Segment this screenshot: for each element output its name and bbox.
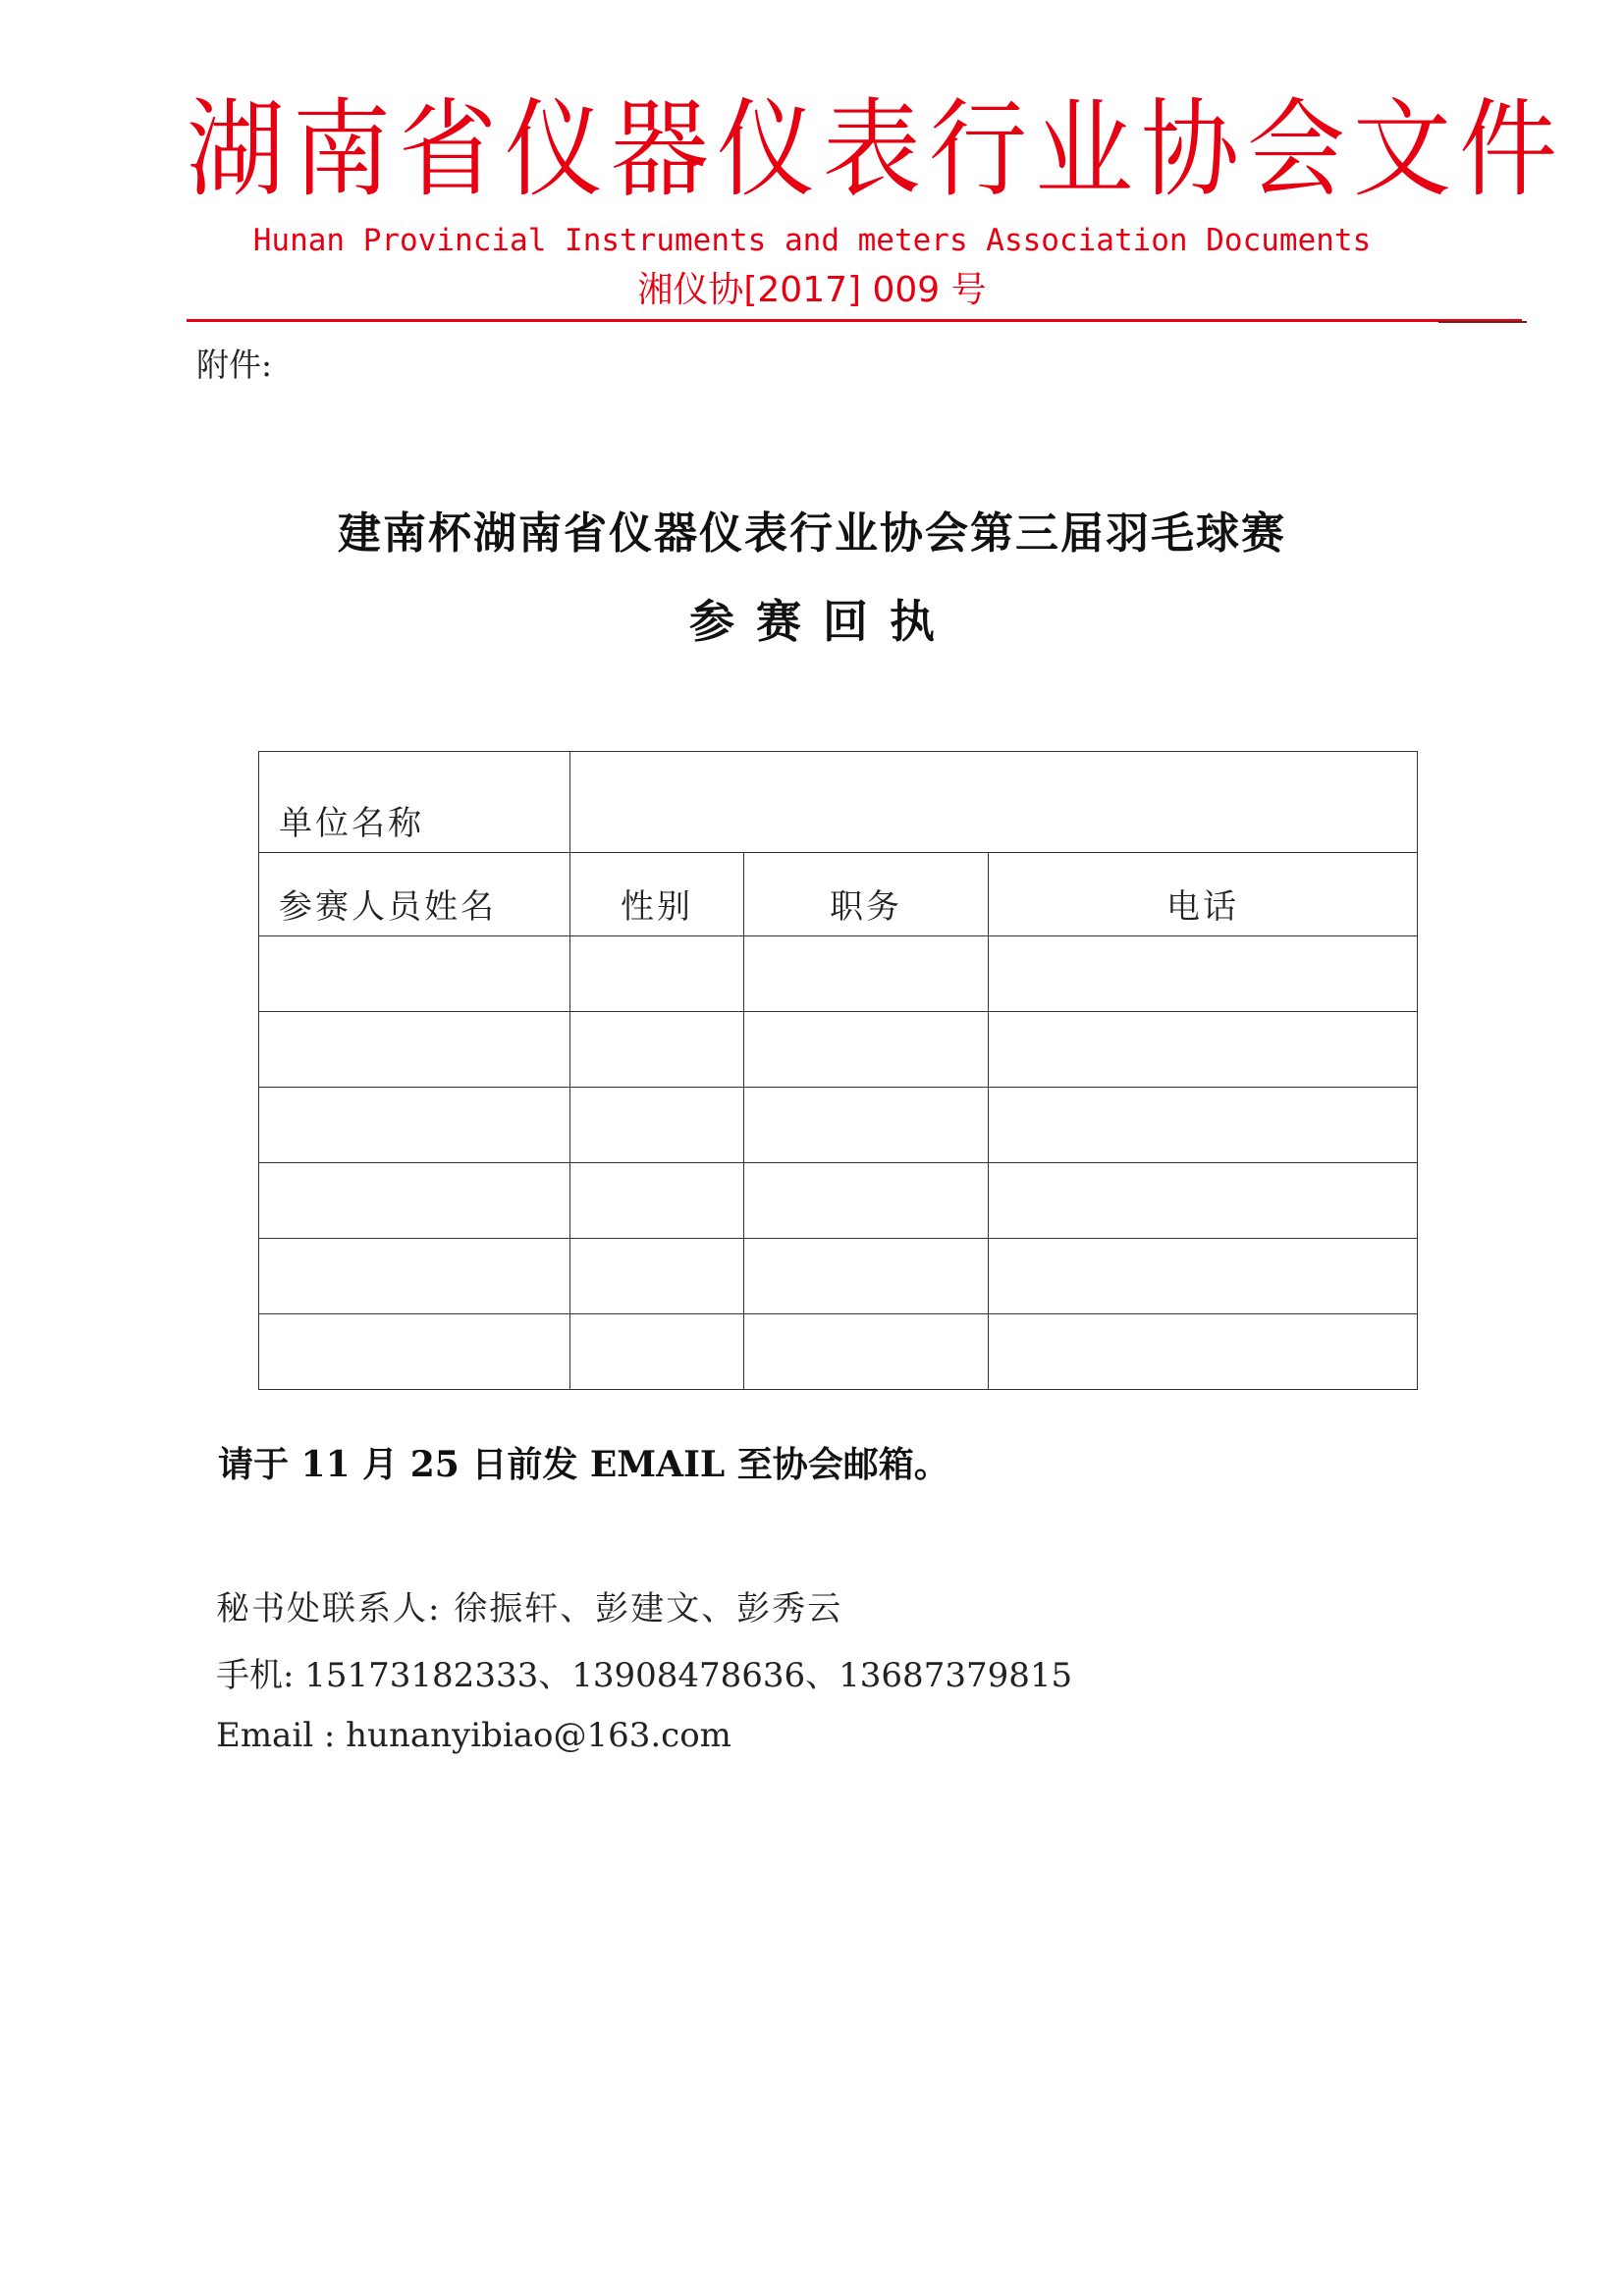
header-phone: 电话 bbox=[989, 853, 1418, 936]
gender-cell[interactable] bbox=[570, 1239, 744, 1314]
letterhead-subtitle: Hunan Provincial Instruments and meters Association Documents bbox=[252, 223, 1372, 258]
form-subtitle: 参赛回执 bbox=[689, 595, 956, 648]
phone-cell[interactable] bbox=[989, 1088, 1418, 1163]
document-number: 湘仪协[2017] 009 号 bbox=[637, 270, 987, 310]
submission-notice: 请于 11 月 25 日前发 EMAIL 至协会邮箱。 bbox=[218, 1444, 949, 1485]
org-row bbox=[259, 752, 1418, 853]
table-row bbox=[259, 1088, 1418, 1163]
gender-cell[interactable] bbox=[570, 1088, 744, 1163]
participant-name-cell[interactable] bbox=[259, 936, 570, 1012]
contact-phone: 手机: 15173182333、13908478636、13687379815 bbox=[216, 1656, 1073, 1695]
position-cell[interactable] bbox=[744, 1088, 989, 1163]
position-cell[interactable] bbox=[744, 1239, 989, 1314]
participant-name-cell[interactable] bbox=[259, 1088, 570, 1163]
table-row bbox=[259, 1239, 1418, 1314]
registration-table bbox=[258, 751, 1418, 1390]
phone-cell[interactable] bbox=[989, 1314, 1418, 1390]
position-cell[interactable] bbox=[744, 1314, 989, 1390]
header-row bbox=[259, 853, 1418, 936]
org-name-field[interactable] bbox=[570, 752, 1418, 853]
participant-name-cell[interactable] bbox=[259, 1163, 570, 1239]
gender-cell[interactable] bbox=[570, 1012, 744, 1088]
phone-cell[interactable] bbox=[989, 936, 1418, 1012]
position-cell[interactable] bbox=[744, 936, 989, 1012]
table-row bbox=[259, 1314, 1418, 1390]
table-row bbox=[259, 1012, 1418, 1088]
table-row bbox=[259, 936, 1418, 1012]
contact-email[interactable]: Email : hunanyibiao@163.com bbox=[216, 1716, 731, 1755]
gender-cell[interactable] bbox=[570, 1163, 744, 1239]
header-position: 职务 bbox=[744, 853, 989, 936]
gender-cell[interactable] bbox=[570, 936, 744, 1012]
position-cell[interactable] bbox=[744, 1012, 989, 1088]
form-title: 建南杯湖南省仪器仪表行业协会第三届羽毛球赛 bbox=[338, 508, 1286, 559]
position-cell[interactable] bbox=[744, 1163, 989, 1239]
gender-cell[interactable] bbox=[570, 1314, 744, 1390]
letterhead-title: 湖南省仪器仪表行业协会文件 bbox=[187, 87, 1565, 212]
header-gender: 性别 bbox=[570, 853, 744, 936]
table-row bbox=[259, 1163, 1418, 1239]
letterhead-divider-extension bbox=[1438, 321, 1527, 323]
phone-cell[interactable] bbox=[989, 1163, 1418, 1239]
participant-name-cell[interactable] bbox=[259, 1314, 570, 1390]
participant-name-cell[interactable] bbox=[259, 1239, 570, 1314]
participant-name-cell[interactable] bbox=[259, 1012, 570, 1088]
phone-cell[interactable] bbox=[989, 1239, 1418, 1314]
contact-people: 秘书处联系人: 徐振轩、彭建文、彭秀云 bbox=[216, 1589, 843, 1629]
org-name-label: 单位名称 bbox=[259, 752, 570, 853]
phone-cell[interactable] bbox=[989, 1012, 1418, 1088]
attachment-label: 附件: bbox=[196, 346, 273, 384]
letterhead-divider bbox=[187, 319, 1522, 322]
header-participant-name: 参赛人员姓名 bbox=[259, 853, 570, 936]
